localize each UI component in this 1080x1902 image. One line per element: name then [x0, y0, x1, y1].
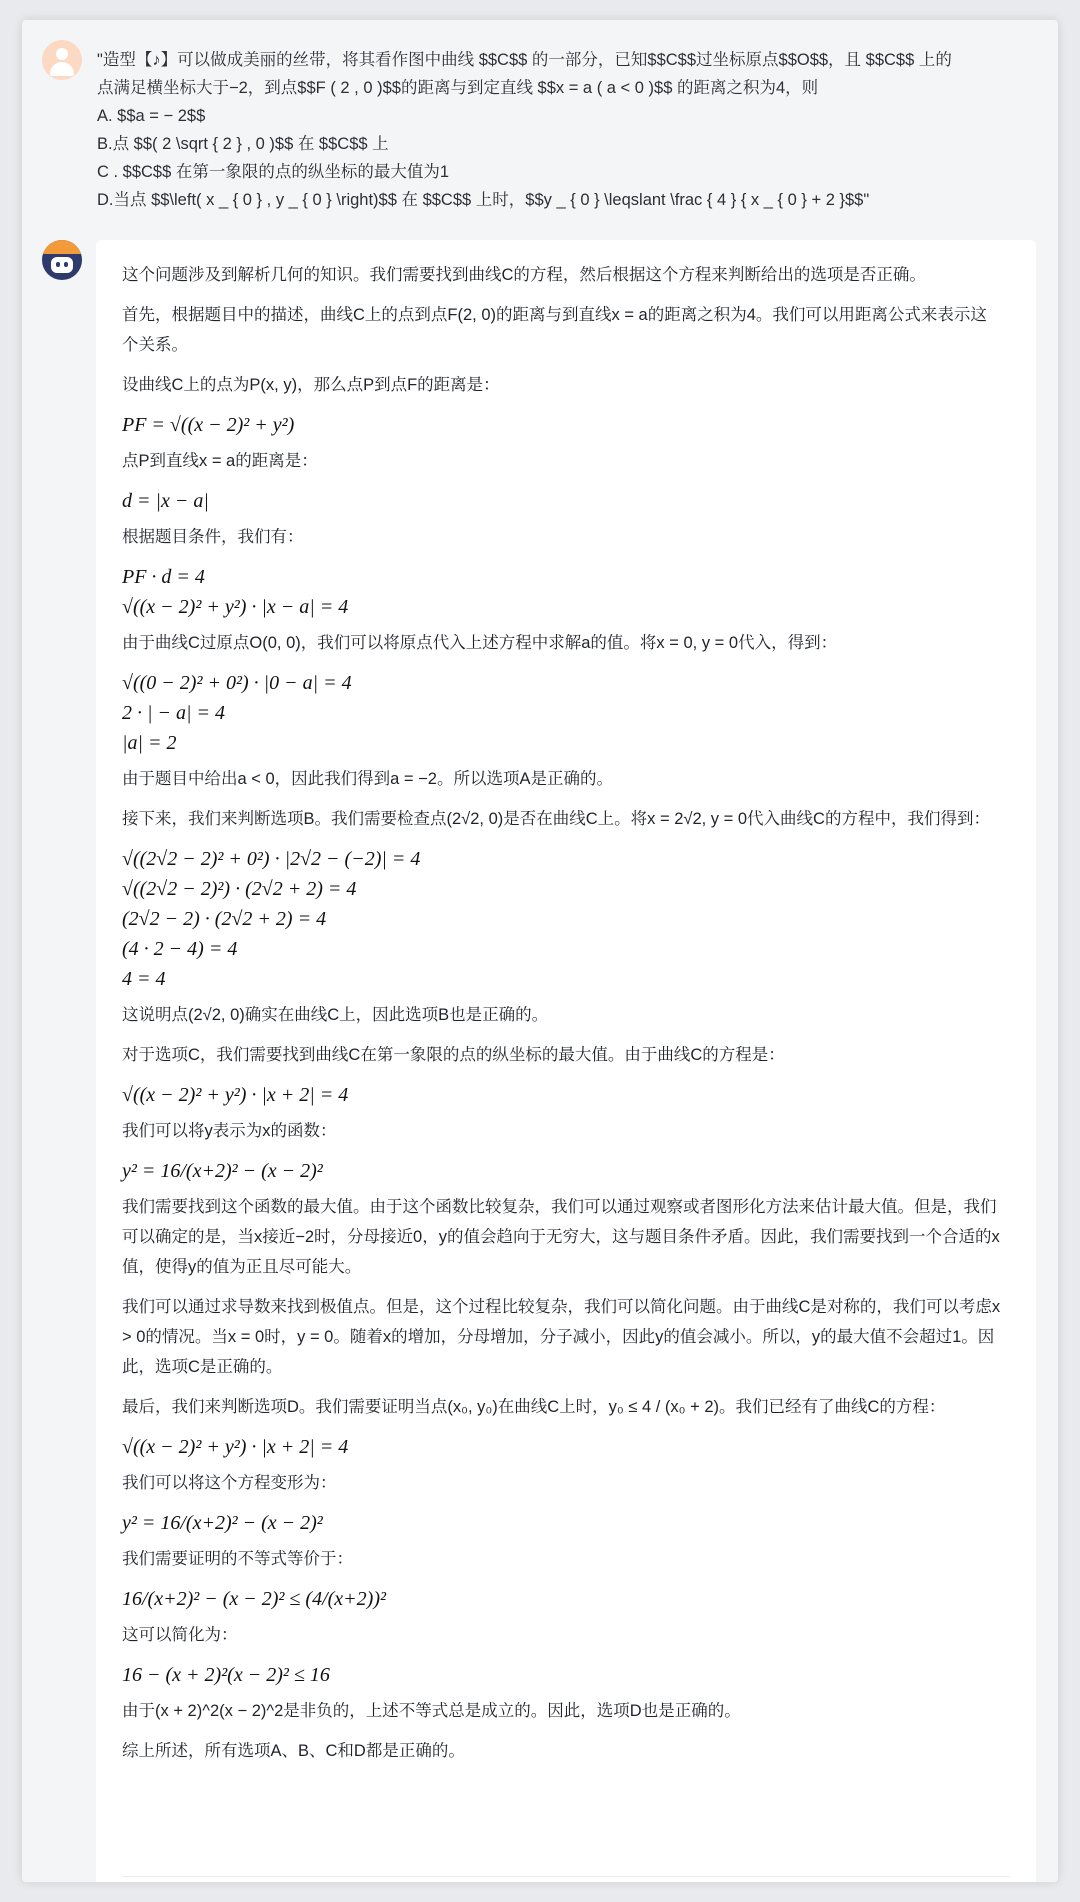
answer-paragraph: 我们可以将这个方程变形为： [122, 1474, 337, 1492]
answer-paragraph: 综上所述，所有选项A、B、C和D都是正确的。 [122, 1742, 465, 1760]
math-formula: √((x − 2)² + y²) · |x + 2| = 4 [122, 1436, 349, 1458]
math-formula: √((2√2 − 2)² + 0²) · |2√2 − (−2)| = 4 [122, 848, 421, 870]
math-formula: 2 · | − a| = 4 [122, 702, 225, 724]
math-formula: √((x − 2)² + y²) · |x + 2| = 4 [122, 1084, 349, 1106]
answer-paragraph: 由于(x + 2)^2(x − 2)^2是非负的，上述不等式总是成立的。因此，选项D也是正确的。 [122, 1702, 741, 1720]
answer-paragraph: 由于曲线C过原点O(0, 0)，我们可以将原点代入上述方程中求解a的值。将x = 0, y = 0代入，得到： [122, 634, 838, 652]
math-formula: PF · d = 4 [122, 566, 205, 588]
math-formula: 16 − (x + 2)²(x − 2)² ≤ 16 [122, 1664, 330, 1686]
answer-paragraph: 最后，我们来判断选项D。我们需要证明当点(x₀, y₀)在曲线C上时，y₀ ≤ 4 / (x₀ + 2)。我们已经有了曲线C的方程： [122, 1398, 946, 1416]
answer-paragraph: 我们需要证明的不等式等价于： [122, 1550, 353, 1568]
assistant-message-card [96, 240, 1036, 1882]
answer-paragraph: 这说明点(2√2, 0)确实在曲线C上，因此选项B也是正确的。 [122, 1006, 549, 1024]
math-formula: |a| = 2 [122, 732, 177, 754]
assistant-answer-body[interactable] [122, 254, 1002, 1776]
user-message-line: C . $$C$$ 在第一象限的点的纵坐标的最大值为1 [97, 163, 450, 181]
card-divider [122, 1876, 1010, 1877]
answer-paragraph: 接下来，我们来判断选项B。我们需要检查点(2√2, 0)是否在曲线C上。将x = 2√2, y = 0代入曲线C的方程中，我们得到： [122, 810, 990, 828]
answer-paragraph: 这个问题涉及到解析几何的知识。我们需要找到曲线C的方程，然后根据这个方程来判断给出的选项是否正确。 [122, 266, 926, 284]
answer-paragraph: 对于选项C，我们需要找到曲线C在第一象限的点的纵坐标的最大值。由于曲线C的方程是： [122, 1046, 785, 1064]
math-formula: d = |x − a| [122, 490, 209, 512]
user-message-line: 点满足横坐标大于−2，到点$$F ( 2 , 0 )$$的距离与到定直线 $$x = a ( a < 0 )$$ 的距离之积为4，则 [97, 79, 819, 97]
answer-paragraph: 点P到直线x = a的距离是： [122, 452, 318, 470]
answer-paragraph: 我们可以将y表示为x的函数： [122, 1122, 337, 1140]
chat-window [22, 20, 1058, 1882]
user-message-line: A. $$a = − 2$$ [97, 107, 206, 125]
math-formula: √((x − 2)² + y²) · |x − a| = 4 [122, 596, 349, 618]
math-formula: PF = √((x − 2)² + y²) [122, 414, 295, 436]
user-message-row [22, 20, 1058, 234]
math-formula: y² = 16/(x+2)² − (x − 2)² [122, 1512, 323, 1534]
answer-paragraph: 我们需要找到这个函数的最大值。由于这个函数比较复杂，我们可以通过观察或者图形化方法来估计最大值。但是，我们可以确定的是，当x接近−2时，分母接近0，y的值会趋向于无穷大，这与题目条件矛盾。因此，我们需要找到一个合适的x值，使得y的值为正且尽可能大。 [122, 1198, 1000, 1276]
math-formula: 16/(x+2)² − (x − 2)² ≤ (4/(x+2))² [122, 1588, 386, 1610]
user-message-line: D.当点 $$\left( x _ { 0 } , y _ { 0 } \right)$$ 在 $$C$$ 上时，$$y _ { 0 } \leqslant \frac { 4 } { x _ { 0 } + 2 }$$" [97, 191, 870, 209]
math-formula: (2√2 − 2) · (2√2 + 2) = 4 [122, 908, 327, 930]
user-avatar [42, 40, 82, 80]
answer-paragraph: 我们可以通过求导数来找到极值点。但是，这个过程比较复杂，我们可以简化问题。由于曲线C是对称的，我们可以考虑x > 0的情况。当x = 0时，y = 0。随着x的增加，分母增加，分子减小，因此y的值会减小。所以，y的最大值不会超过1。因此，选项C是正确的。 [122, 1298, 1001, 1376]
math-formula: 4 = 4 [122, 968, 166, 990]
user-message-line: B.点 $$( 2 \sqrt { 2 } , 0 )$$ 在 $$C$$ 上 [97, 135, 389, 153]
math-formula: √((0 − 2)² + 0²) · |0 − a| = 4 [122, 672, 352, 694]
answer-paragraph: 这可以简化为： [122, 1626, 238, 1644]
answer-paragraph: 由于题目中给出a < 0，因此我们得到a = −2。所以选项A是正确的。 [122, 770, 613, 788]
user-message[interactable] [97, 46, 1037, 214]
math-formula: y² = 16/(x+2)² − (x − 2)² [122, 1160, 323, 1182]
answer-paragraph: 首先，根据题目中的描述，曲线C上的点到点F(2, 0)的距离与到直线x = a的距离之积为4。我们可以用距离公式来表示这个关系。 [122, 306, 987, 354]
math-formula: (4 · 2 − 4) = 4 [122, 938, 238, 960]
math-formula: √((2√2 − 2)²) · (2√2 + 2) = 4 [122, 878, 357, 900]
assistant-avatar [42, 240, 82, 280]
answer-paragraph: 根据题目条件，我们有： [122, 528, 304, 546]
user-message-line: "造型【♪】可以做成美丽的丝带，将其看作图中曲线 $$C$$ 的一部分，已知$$C$$过坐标原点$$O$$，且 $$C$$ 上的 [97, 51, 952, 69]
answer-paragraph: 设曲线C上的点为P(x, y)，那么点P到点F的距离是： [122, 376, 500, 394]
